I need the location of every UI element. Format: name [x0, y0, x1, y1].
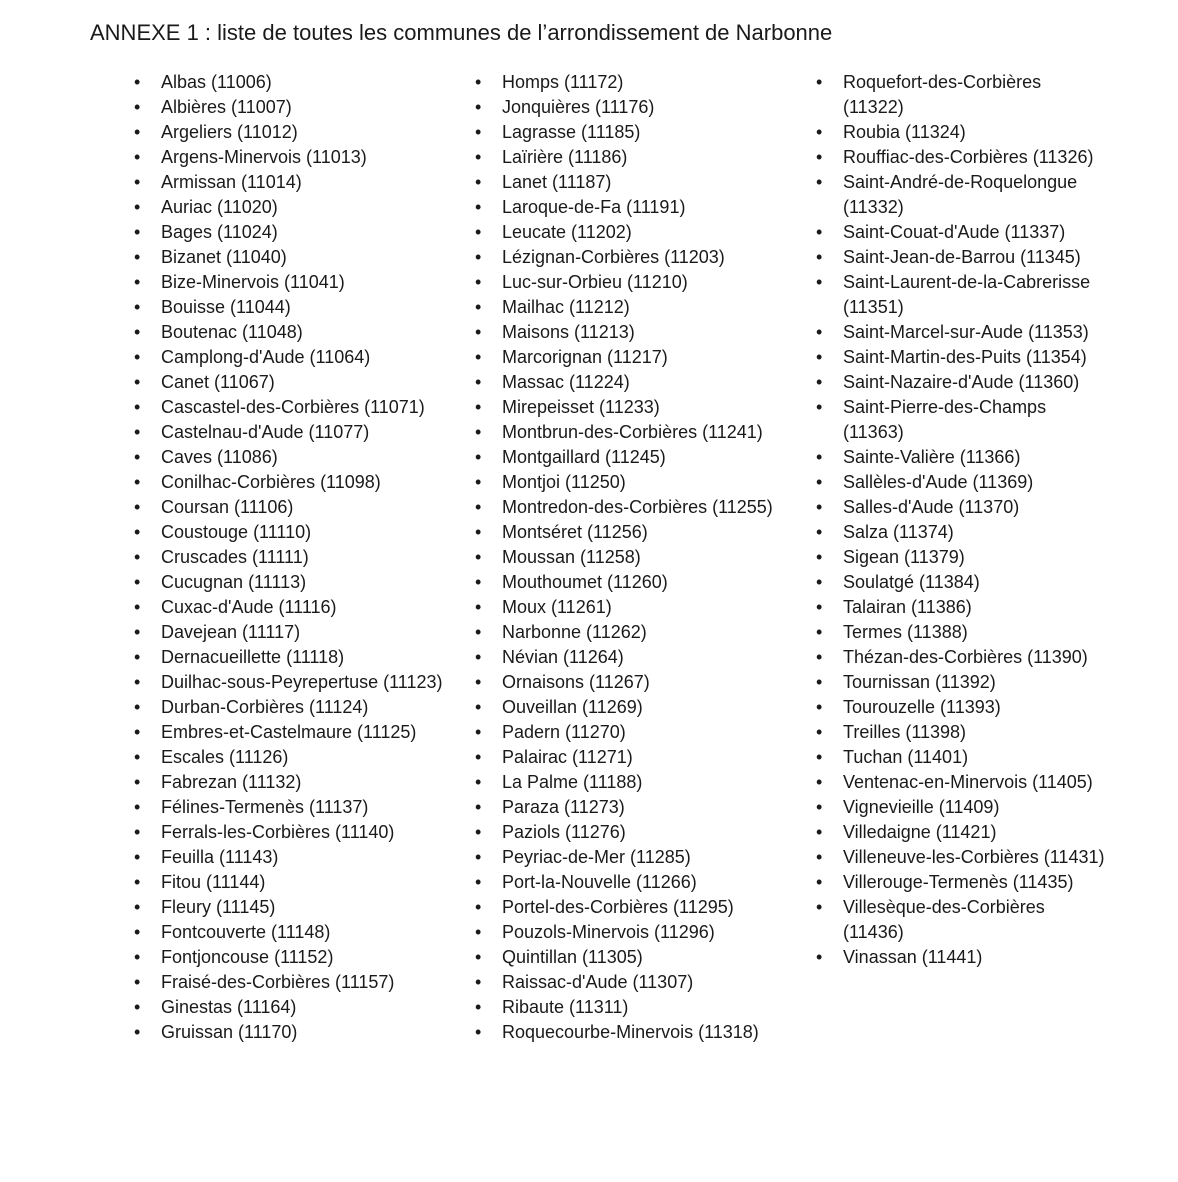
list-item: • Duilhac-sous-Peyrepertuse (11123) [134, 670, 454, 695]
list-item: • Sainte-Valière (11366) [816, 445, 1106, 470]
list-item: • Saint-Nazaire-d'Aude (11360) [816, 370, 1106, 395]
list-item: • Ventenac-en-Minervois (11405) [816, 770, 1106, 795]
list-item: • Castelnau-d'Aude (11077) [134, 420, 454, 445]
list-item: • Ferrals-les-Corbières (11140) [134, 820, 454, 845]
list-item: • Moux (11261) [475, 595, 795, 620]
list-item: • Sallèles-d'Aude (11369) [816, 470, 1106, 495]
list-item: • Vignevieille (11409) [816, 795, 1106, 820]
list-item: • Mailhac (11212) [475, 295, 795, 320]
list-item: • Villesèque-des-Corbières (11436) [816, 895, 1106, 945]
list-item: • Roubia (11324) [816, 120, 1106, 145]
list-item: • Caves (11086) [134, 445, 454, 470]
list-item: • Talairan (11386) [816, 595, 1106, 620]
list-item: • Ginestas (11164) [134, 995, 454, 1020]
list-item: • Paraza (11273) [475, 795, 795, 820]
list-item: • Roquefort-des-Corbières (11322) [816, 70, 1106, 120]
list-item: • Montredon-des-Corbières (11255) [475, 495, 795, 520]
list-item: • Montbrun-des-Corbières (11241) [475, 420, 795, 445]
list-item: • Jonquières (11176) [475, 95, 795, 120]
list-item: • Montgaillard (11245) [475, 445, 795, 470]
list-item: • Laïrière (11186) [475, 145, 795, 170]
list-item: • Homps (11172) [475, 70, 795, 95]
commune-list-column-2 [475, 70, 795, 1045]
list-item: • Salles-d'Aude (11370) [816, 495, 1106, 520]
list-item: • Pouzols-Minervois (11296) [475, 920, 795, 945]
list-item: • Saint-Marcel-sur-Aude (11353) [816, 320, 1106, 345]
list-item: • Moussan (11258) [475, 545, 795, 570]
list-item: • Marcorignan (11217) [475, 345, 795, 370]
list-item: • Laroque-de-Fa (11191) [475, 195, 795, 220]
list-item: • Villerouge-Termenès (11435) [816, 870, 1106, 895]
list-item: • Bouisse (11044) [134, 295, 454, 320]
list-item: • Lanet (11187) [475, 170, 795, 195]
list-item: • Luc-sur-Orbieu (11210) [475, 270, 795, 295]
list-item: • Quintillan (11305) [475, 945, 795, 970]
list-item: • Tourouzelle (11393) [816, 695, 1106, 720]
list-item: • Montséret (11256) [475, 520, 795, 545]
list-item: • Montjoi (11250) [475, 470, 795, 495]
list-item: • Albas (11006) [134, 70, 454, 95]
list-item: • Vinassan (11441) [816, 945, 1106, 970]
list-item: • Armissan (11014) [134, 170, 454, 195]
list-item: • Villedaigne (11421) [816, 820, 1106, 845]
list-item: • Argeliers (11012) [134, 120, 454, 145]
list-item: • Bize-Minervois (11041) [134, 270, 454, 295]
list-item: • Termes (11388) [816, 620, 1106, 645]
list-item: • Ornaisons (11267) [475, 670, 795, 695]
list-item: • Raissac-d'Aude (11307) [475, 970, 795, 995]
list-item: • Saint-Pierre-des-Champs (11363) [816, 395, 1106, 445]
list-item: • Cruscades (11111) [134, 545, 454, 570]
list-item: • Port-la-Nouvelle (11266) [475, 870, 795, 895]
list-item: • Bages (11024) [134, 220, 454, 245]
list-item: • Thézan-des-Corbières (11390) [816, 645, 1106, 670]
list-item: • Gruissan (11170) [134, 1020, 454, 1045]
list-item: • Tournissan (11392) [816, 670, 1106, 695]
list-item: • Saint-André-de-Roquelongue (11332) [816, 170, 1106, 220]
list-item: • Boutenac (11048) [134, 320, 454, 345]
list-item: • Saint-Couat-d'Aude (11337) [816, 220, 1106, 245]
list-item: • Camplong-d'Aude (11064) [134, 345, 454, 370]
list-item: • Leucate (11202) [475, 220, 795, 245]
list-item: • Albières (11007) [134, 95, 454, 120]
list-item: • Fontcouverte (11148) [134, 920, 454, 945]
list-item: • Coursan (11106) [134, 495, 454, 520]
list-item: • Fontjoncouse (11152) [134, 945, 454, 970]
list-item: • Saint-Martin-des-Puits (11354) [816, 345, 1106, 370]
list-item: • Peyriac-de-Mer (11285) [475, 845, 795, 870]
document-title: ANNEXE 1 : liste de toutes les communes de l’arrondissement de Narbonne [90, 20, 833, 45]
list-item: • Portel-des-Corbières (11295) [475, 895, 795, 920]
list-item: • Tuchan (11401) [816, 745, 1106, 770]
list-item: • Padern (11270) [475, 720, 795, 745]
list-item: • Félines-Termenès (11137) [134, 795, 454, 820]
list-item: • Ribaute (11311) [475, 995, 795, 1020]
list-item: • Saint-Laurent-de-la-Cabrerisse (11351) [816, 270, 1106, 320]
list-item: • Mirepeisset (11233) [475, 395, 795, 420]
list-item: • Névian (11264) [475, 645, 795, 670]
list-item: • Bizanet (11040) [134, 245, 454, 270]
list-item: • Soulatgé (11384) [816, 570, 1106, 595]
list-item: • Davejean (11117) [134, 620, 454, 645]
list-item: • Mouthoumet (11260) [475, 570, 795, 595]
list-item: • Villeneuve-les-Corbières (11431) [816, 845, 1106, 870]
list-item: • Narbonne (11262) [475, 620, 795, 645]
list-item: • Durban-Corbières (11124) [134, 695, 454, 720]
list-item: • Cascastel-des-Corbières (11071) [134, 395, 454, 420]
list-item: • Cucugnan (11113) [134, 570, 454, 595]
list-item: • Canet (11067) [134, 370, 454, 395]
list-item: • Treilles (11398) [816, 720, 1106, 745]
list-item: • Conilhac-Corbières (11098) [134, 470, 454, 495]
list-item: • Auriac (11020) [134, 195, 454, 220]
list-item: • La Palme (11188) [475, 770, 795, 795]
list-item: • Lézignan-Corbières (11203) [475, 245, 795, 270]
list-item: • Palairac (11271) [475, 745, 795, 770]
list-item: • Fraisé-des-Corbières (11157) [134, 970, 454, 995]
list-item: • Saint-Jean-de-Barrou (11345) [816, 245, 1106, 270]
list-item: • Salza (11374) [816, 520, 1106, 545]
commune-list-column-1 [134, 70, 454, 1045]
list-item: • Massac (11224) [475, 370, 795, 395]
list-item: • Embres-et-Castelmaure (11125) [134, 720, 454, 745]
list-item: • Feuilla (11143) [134, 845, 454, 870]
list-item: • Ouveillan (11269) [475, 695, 795, 720]
list-item: • Fitou (11144) [134, 870, 454, 895]
list-item: • Escales (11126) [134, 745, 454, 770]
list-item: • Roquecourbe-Minervois (11318) [475, 1020, 795, 1045]
list-item: • Fleury (11145) [134, 895, 454, 920]
list-item: • Paziols (11276) [475, 820, 795, 845]
list-item: • Argens-Minervois (11013) [134, 145, 454, 170]
list-item: • Rouffiac-des-Corbières (11326) [816, 145, 1106, 170]
list-item: • Fabrezan (11132) [134, 770, 454, 795]
list-item: • Maisons (11213) [475, 320, 795, 345]
list-item: • Dernacueillette (11118) [134, 645, 454, 670]
list-item: • Lagrasse (11185) [475, 120, 795, 145]
commune-list-column-3 [816, 70, 1106, 970]
list-item: • Coustouge (11110) [134, 520, 454, 545]
list-item: • Cuxac-d'Aude (11116) [134, 595, 454, 620]
list-item: • Sigean (11379) [816, 545, 1106, 570]
